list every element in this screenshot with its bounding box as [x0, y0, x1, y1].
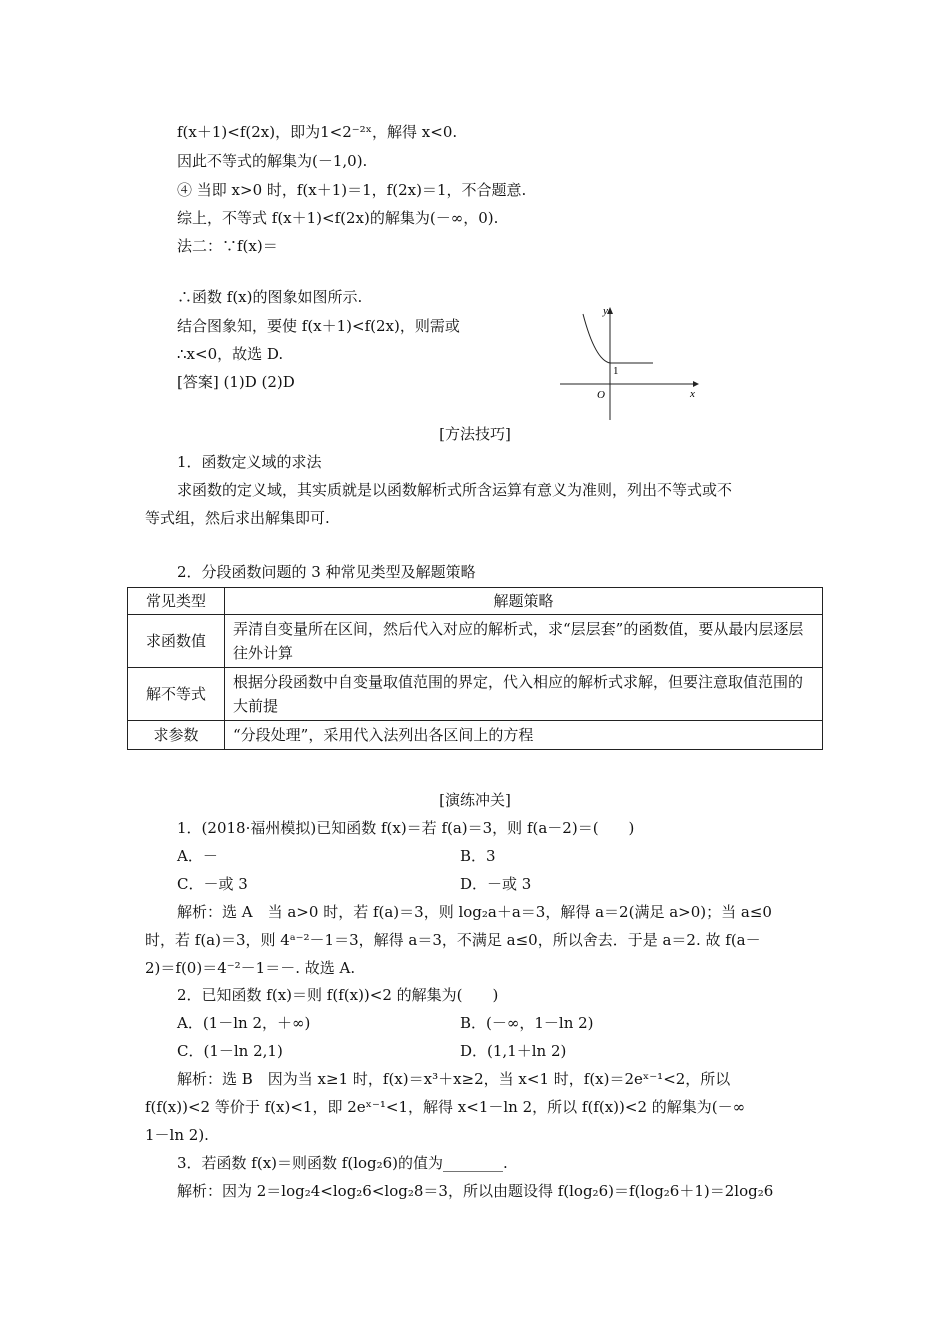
solution-text: 解析：因为 2＝log₂4<log₂6<log₂8＝3，所以由题设得 f(log₂6)＝f(log₂6＋1)＝2log₂6: [177, 1182, 774, 1200]
table-row: [128, 615, 823, 668]
question-3: 3．若函数 f(x)＝则函数 f(log₂6)的值为________.: [177, 1154, 508, 1172]
solution-text: 时，若 f(a)＝3，则 4ᵃ⁻²－1＝3，解得 a＝3，不满足 a≤0，所以舍去．于是 a＝2. 故 f(a－: [145, 931, 761, 949]
solution-text: 解析：选 A 当 a>0 时，若 f(a)＝3，则 log₂a＋a＝3，解得 a＝2(满足 a>0)；当 a≤0: [177, 903, 772, 921]
item1-title: 1．函数定义域的求法: [177, 453, 322, 471]
option-d: D．－或 3: [460, 875, 532, 893]
item1-line: 等式组，然后求出解集即可.: [145, 509, 330, 527]
table-cell-type: 解不等式: [128, 668, 225, 721]
y-axis-arrow: [607, 307, 613, 314]
question-2: 2．已知函数 f(x)＝则 f(f(x))<2 的解集为( ): [177, 986, 499, 1004]
solution-text: 2)＝f(0)＝4⁻²－1＝－. 故选 A.: [145, 959, 356, 977]
option-b: B．(－∞，1－ln 2): [460, 1014, 594, 1032]
table-row: [128, 668, 823, 721]
table-header-row: [128, 588, 823, 615]
option-a: A．(1－ln 2，＋∞): [177, 1014, 311, 1032]
table-cell-strategy: 弄清自变量所在区间，然后代入对应的解析式，求“层层套”的函数值，要从最内层逐层往外计算: [225, 615, 823, 668]
solution-text: 解析：选 B 因为当 x≥1 时，f(x)＝x³＋x≥2，当 x<1 时，f(x)＝2eˣ⁻¹<2，所以: [177, 1070, 731, 1088]
table-cell-type: 求函数值: [128, 615, 225, 668]
solution-line: ④ 当即 x>0 时，f(x＋1)＝1，f(2x)＝1，不合题意.: [177, 181, 527, 199]
solution-line: 法二：∵f(x)＝: [177, 237, 278, 255]
table-cell-type: 求参数: [128, 721, 225, 750]
solution-line: ∴x<0，故选 D.: [177, 345, 284, 363]
question-1: 1．(2018·福州模拟)已知函数 f(x)＝若 f(a)＝3，则 f(a－2)＝( ): [177, 819, 635, 837]
option-c: C．－或 3: [177, 875, 248, 893]
method-heading: [方法技巧]: [439, 425, 511, 443]
option-b: B．3: [460, 847, 496, 865]
table-cell-strategy: “分段处理”，采用代入法列出各区间上的方程: [225, 721, 823, 750]
x-label: x: [690, 388, 695, 400]
solution-line: 综上，不等式 f(x＋1)<f(2x)的解集为(－∞，0).: [177, 209, 499, 227]
solution-line: 因此不等式的解集为(－1,0).: [177, 152, 368, 170]
table-header: 解题策略: [225, 588, 823, 615]
solution-text: 1－ln 2).: [145, 1126, 209, 1144]
practice-heading: [演练冲关]: [439, 791, 511, 809]
table-row: [128, 721, 823, 750]
solution-line: f(x＋1)<f(2x)，即为1<2⁻²ˣ，解得 x<0.: [177, 123, 458, 141]
item1-line: 求函数的定义域，其实质就是以函数解析式所含运算有意义为准则，列出不等式或不: [177, 481, 733, 499]
function-graph: [555, 302, 705, 424]
solution-text: f(f(x))<2 等价于 f(x)<1，即 2eˣ⁻¹<1，解得 x<1－ln 2，所以 f(f(x))<2 的解集为(－∞: [145, 1098, 746, 1116]
origin-label: O: [597, 389, 605, 401]
x-axis-arrow: [693, 381, 699, 387]
answer-line: [答案] (1)D (2)D: [177, 373, 295, 391]
y-label: y: [603, 305, 608, 317]
option-d: D．(1,1＋ln 2): [460, 1042, 567, 1060]
table-header: 常见类型: [128, 588, 225, 615]
solution-line: ∴函数 f(x)的图象如图所示.: [177, 288, 363, 306]
item2-title: 2．分段函数问题的 3 种常见类型及解题策略: [177, 563, 476, 581]
option-a: A．－: [177, 847, 218, 865]
option-c: C．(1－ln 2,1): [177, 1042, 283, 1060]
strategy-table: [127, 587, 823, 750]
solution-line: 结合图象知，要使 f(x＋1)<f(2x)，则需或: [177, 317, 460, 335]
exponential-curve: [583, 314, 610, 363]
table-cell-strategy: 根据分段函数中自变量取值范围的界定，代入相应的解析式求解，但要注意取值范围的大前提: [225, 668, 823, 721]
one-label: 1: [613, 365, 619, 377]
